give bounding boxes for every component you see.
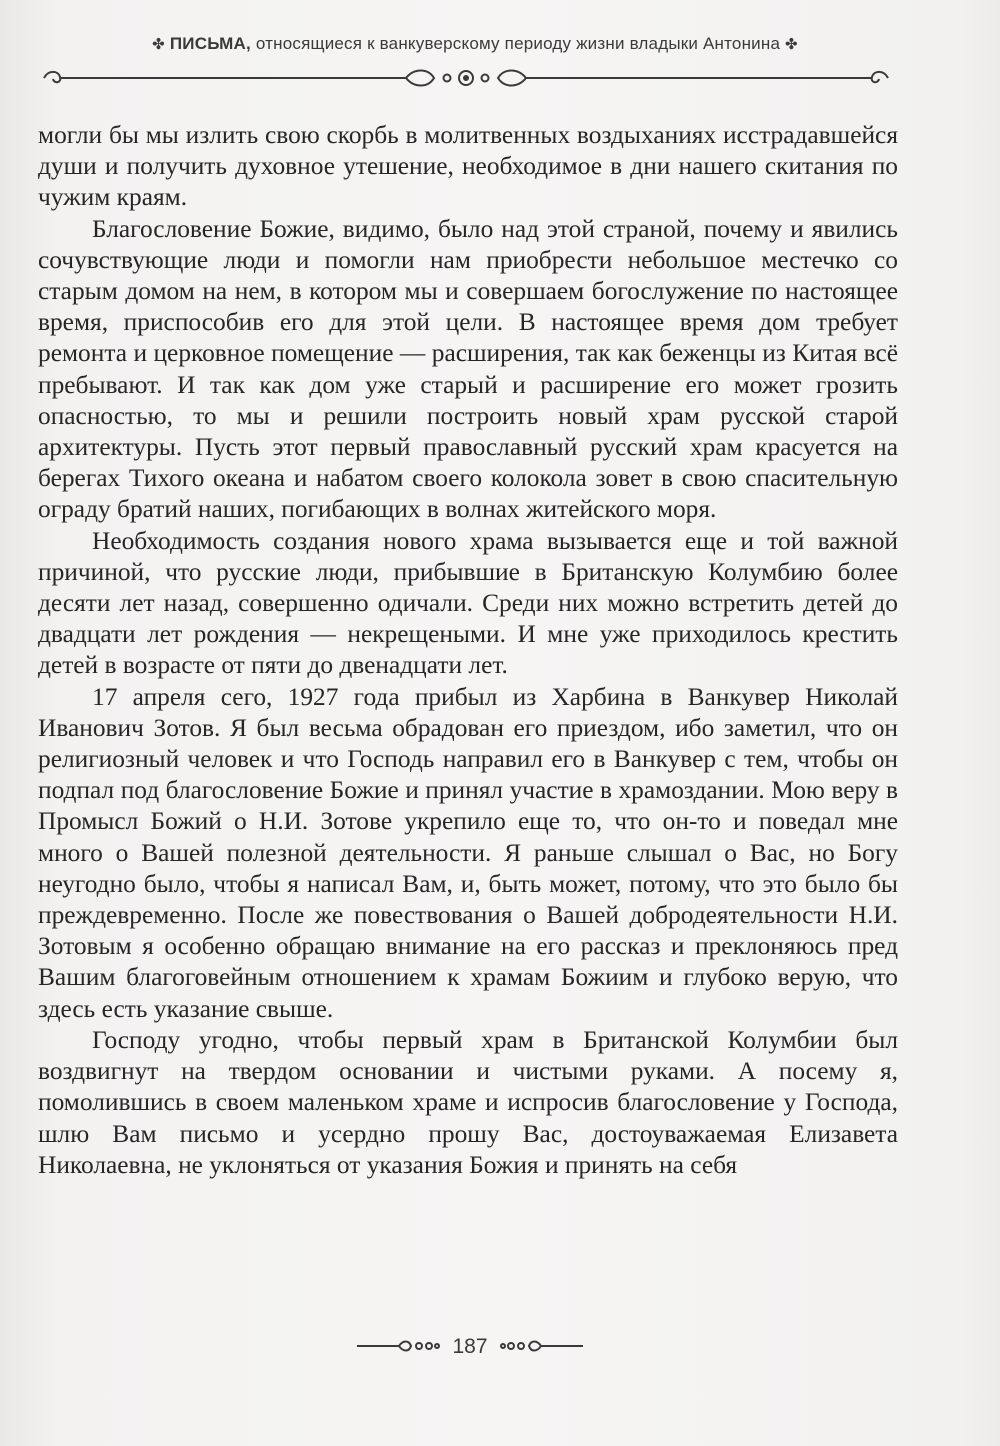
header-ornamental-rule-icon (36, 62, 896, 92)
running-header (120, 34, 830, 54)
header-ornament-left-icon: ✤ (152, 36, 165, 53)
header-title-rest: относящиеся к ванкуверскому периоду жизни владыки Антонина (255, 34, 781, 53)
paragraph-2: Благословение Божие, видимо, было над этой страной, почему и явились сочувствующие люди и помогли нам приобрести небольшое местечко со старым домом на нем, в котором мы и совершаем богослужение по настоящее время, приспособив его для этой цели. В настоящее время дом требует ремонта и церковное помещение — расширения, так как беженцы из Китая всё пребывают. И так как дом уже старый и расширение его может грозить опасностью, то мы и решили построить новый храм русской старой архитектуры. Пусть этот первый православный русский храм красуется на берегах Тихого океана и набатом своего колокола зовет в свою спасительную ограду братий наших, погибающих в волнах житейского моря. (38, 214, 898, 524)
paragraph-5: Господу угодно, чтобы первый храм в Британской Колумбии был воздвигнут на твердом основании и чистыми руками. А посему я, помолившись в своем маленьком храме и испросив благословение у Господа, шлю Вам письмо и усердно прошу Вас, достоуважаемая Елизавета Николаевна, не уклоняться от указания Божия и принять на себя (38, 1025, 898, 1179)
page-footer (355, 1331, 585, 1367)
page-number: 187 (452, 1335, 488, 1358)
footer-ornament-left-icon (355, 1331, 440, 1361)
paragraph-1: могли бы мы излить свою скорбь в молитвенных воздыханиях исстрадавшейся души и получить духовное утешение, необходимое в дни нашего скитания по чужим краям. (38, 121, 898, 212)
paragraph-3: Необходимость создания нового храма вызывается еще и той важной причиной, что русские люди, прибывшие в Британскую Колумбию более десяти лет назад, совершенно одичали. Среди них можно встретить детей до двадцати лет рождения — некрещеными. И мне уже приходилось крестить детей в возрасте от пяти до двенадцати лет. (38, 526, 898, 680)
header-ornament-right-icon: ✤ (785, 36, 798, 53)
header-title-main: ПИСЬМА, (169, 34, 251, 53)
paragraph-4: 17 апреля сего, 1927 года прибыл из Харбина в Ванкувер Николай Иванович Зотов. Я был весьма обрадован его приездом, ибо заметил, что он религиозный человек и что Господь направил его в Ванкувер с тем, чтобы он подпал под благословение Божие и принял участие в храмоздании. Мою веру в Промысл Божий о Н.И. Зотове укрепило еще то, что он-то и поведал мне много о Вашей полезной деятельности. Я раньше слышал о Вас, но Богу неугодно было, чтобы я написал Вам, и, быть может, потому, что это было бы преждевременно. После же повествования о Вашей добродеятельности Н.И. Зотовым я особенно обращаю внимание на его рассказ и преклоняюсь пред Вашим благоговейным отношением к храмам Божиим и глубоко верую, что здесь есть указание свыше. (38, 682, 898, 1023)
body-text (38, 120, 898, 1181)
footer-ornament-right-icon (500, 1331, 585, 1361)
